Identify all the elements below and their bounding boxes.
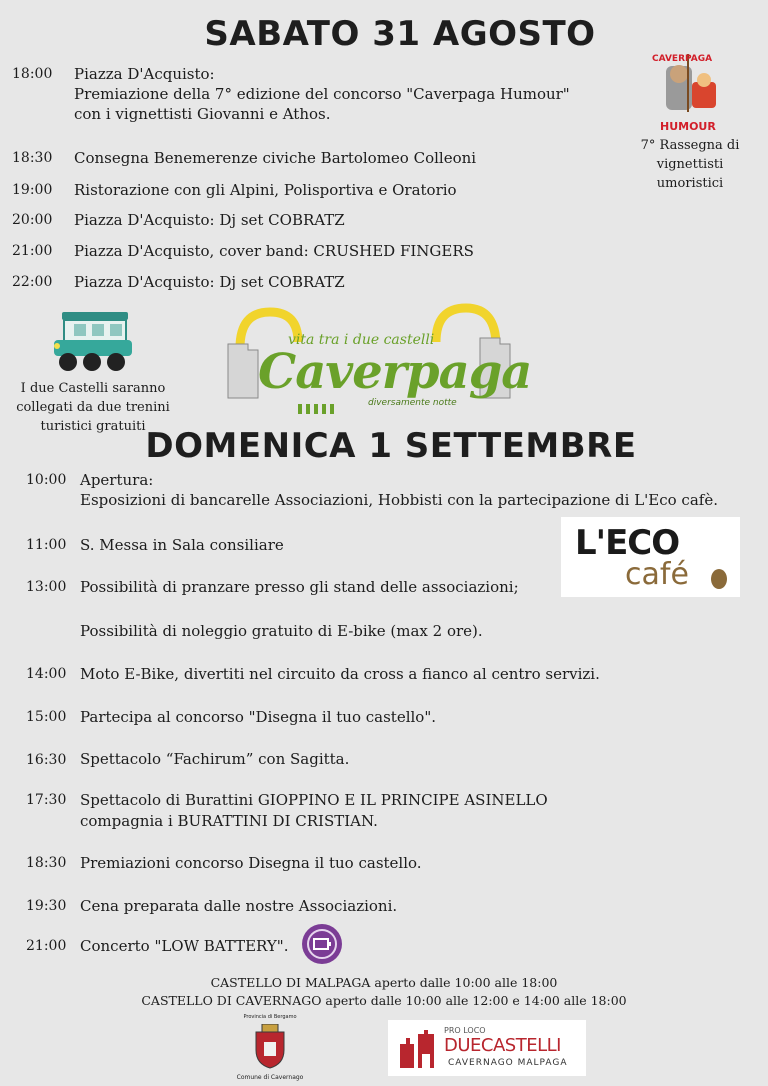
eco-cafe-logo [561, 517, 740, 597]
day2-event-1930: Cena preparata dalle nostre Associazioni. [80, 897, 398, 915]
low-battery-icon [300, 922, 344, 970]
day2-time-1730: 17:30 [26, 792, 67, 808]
proloco-big: DUECASTELLI [444, 1035, 561, 1056]
day2-event-1100: S. Messa in Sala consiliare [80, 536, 284, 554]
day1-event-1800-l1: Piazza D'Acquisto: [74, 65, 215, 83]
day1-event-1900: Ristorazione con gli Alpini, Polisportiva e Oratorio [74, 181, 457, 199]
comune-top-label: Provincia di Bergamo [243, 1014, 297, 1020]
footer-malpaga-hours: CASTELLO DI MALPAGA aperto dalle 10:00 alle 18:00 [210, 975, 558, 990]
day2-time-1930: 19:30 [26, 898, 67, 914]
day2-time-1000: 10:00 [26, 472, 67, 488]
day2-event-1500: Partecipa al concorso "Disegna il tuo castello". [80, 708, 437, 726]
day1-time-2000: 20:00 [12, 212, 53, 228]
humour-caption-2: vignettisti [656, 157, 724, 172]
day2-event-ebike-rental: Possibilità di noleggio gratuito di E-bike (max 2 ore). [80, 622, 483, 640]
coffee-bean-icon [711, 569, 727, 589]
caverpaga-logo [218, 298, 532, 416]
train-caption-1: I due Castelli saranno [20, 381, 166, 396]
day2-event-1730-l1: Spettacolo di Burattini GIOPPINO E IL PRINCIPE ASINELLO [80, 791, 548, 809]
coat-of-arms-icon [252, 1024, 288, 1070]
proloco-duecastelli-logo [388, 1020, 586, 1076]
day2-time-1300: 13:00 [26, 579, 67, 595]
humour-logo-line1: CAVERPAGA [652, 54, 713, 64]
caverpaga-name: Caverpaga [258, 344, 532, 400]
day1-event-1800-l2: Premiazione della 7° edizione del concorso "Caverpaga Humour" [74, 85, 570, 103]
day1-time-2200: 22:00 [12, 274, 53, 290]
train-caption-2: collegati da due trenini [16, 400, 170, 415]
day1-event-1830: Consegna Benemerenze civiche Bartolomeo Colleoni [74, 149, 477, 167]
day2-event-1300: Possibilità di pranzare presso gli stand delle associazioni; [80, 578, 519, 596]
day2-event-2100: Concerto "LOW BATTERY". [80, 937, 289, 955]
caverpaga-humour-logo [648, 52, 730, 134]
day1-time-1900: 19:00 [12, 182, 53, 198]
day2-time-2100: 21:00 [26, 938, 67, 954]
day2-event-1730-l2: compagnia i BURATTINI DI CRISTIAN. [80, 812, 378, 830]
comune-cavernago-logo [236, 1014, 304, 1084]
proloco-small: PRO LOCO [444, 1026, 486, 1035]
day1-time-2100: 21:00 [12, 243, 53, 259]
day2-title: DOMENICA 1 SETTEMBRE [145, 426, 637, 466]
day2-event-1000-l2: Esposizioni di bancarelle Associazioni, Hobbisti con la partecipazione di L'Eco cafè. [80, 491, 718, 509]
day2-event-1630: Spettacolo “Fachirum” con Sagitta. [80, 750, 350, 768]
day1-event-1800-l3: con i vignettisti Giovanni e Athos. [74, 105, 331, 123]
day2-time-1100: 11:00 [26, 537, 67, 553]
day1-event-2000: Piazza D'Acquisto: Dj set COBRATZ [74, 211, 345, 229]
day1-title: SABATO 31 AGOSTO [204, 14, 596, 54]
day1-event-2200: Piazza D'Acquisto: Dj set COBRATZ [74, 273, 345, 291]
eco-logo-line2: café [625, 557, 689, 592]
day2-time-1500: 15:00 [26, 709, 67, 725]
proloco-sub: CAVERNAGO MALPAGA [448, 1058, 568, 1068]
comune-bottom-label: Comune di Cavernago [236, 1074, 304, 1081]
humour-caption-1: 7° Rassegna di [640, 138, 740, 153]
castle-towers-icon [398, 1030, 438, 1068]
day2-time-1830: 18:30 [26, 855, 67, 871]
caverpaga-tagline: vita tra i due castelli [288, 332, 435, 348]
day1-time-1800: 18:00 [12, 66, 53, 82]
day2-time-1400: 14:00 [26, 666, 67, 682]
day2-event-1830: Premiazioni concorso Disegna il tuo castello. [80, 854, 422, 872]
day1-event-2100: Piazza D'Acquisto, cover band: CRUSHED FINGERS [74, 242, 474, 260]
day1-time-1830: 18:30 [12, 150, 53, 166]
footer-cavernago-hours: CASTELLO DI CAVERNAGO aperto dalle 10:00 alle 12:00 e 14:00 alle 18:00 [141, 993, 627, 1008]
day2-time-1630: 16:30 [26, 752, 67, 768]
day2-event-1400: Moto E-Bike, divertiti nel circuito da cross a fianco al centro servizi. [80, 665, 600, 683]
caverpaga-sub: diversamente notte [368, 398, 457, 408]
humour-caption-3: umoristici [656, 176, 724, 191]
eco-logo-line1: L'ECO [575, 523, 680, 563]
tourist-train-icon [52, 306, 134, 380]
train-caption-3: turistici gratuiti [40, 419, 146, 434]
humour-logo-line2: HUMOUR [660, 120, 716, 133]
day2-event-1000-l1: Apertura: [80, 471, 154, 489]
